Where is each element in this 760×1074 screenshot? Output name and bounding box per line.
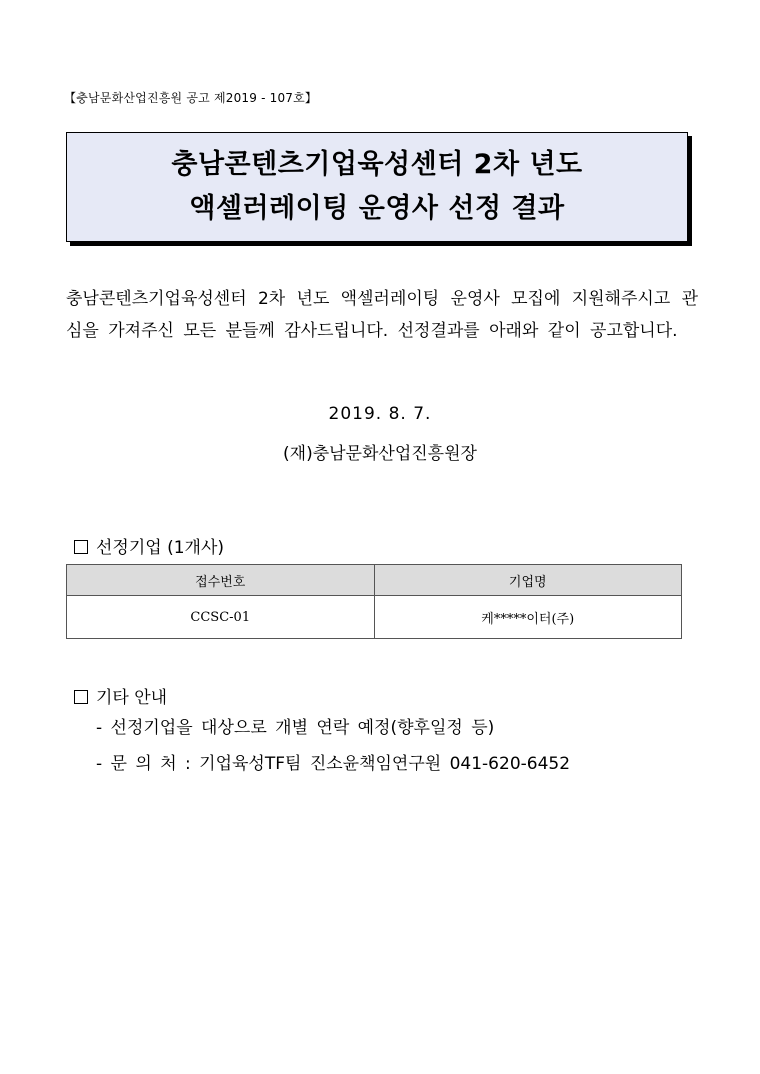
- column-header-receipt-number: 접수번호: [67, 565, 375, 596]
- title-line-2: 액셀러레이팅 운영사 선정 결과: [189, 193, 565, 224]
- checkbox-square-icon: [74, 540, 88, 554]
- etc-item-contact-plan: - 선정기업을 대상으로 개별 연락 예정(향후일정 등): [96, 718, 495, 738]
- notice-number: 【충남문화산업진흥원 공고 제2019 - 107호】: [64, 91, 318, 105]
- title-line-1: 충남콘텐츠기업육성센터 2차 년도: [171, 149, 583, 180]
- company-name-cell: 케*****이터(주): [374, 596, 682, 639]
- title-box: [66, 132, 688, 242]
- issuer-name: (재)충남문화산업진흥원장: [283, 444, 477, 464]
- intro-paragraph: 충남콘텐츠기업육성센터 2차 년도 액셀러레이팅 운영사 모집에 지원해주시고 관심을 가져주신 모든 분들께 감사드립니다. 선정결과를 아래와 같이 공고합니다.: [66, 289, 698, 341]
- checkbox-square-icon: [74, 690, 88, 704]
- table-header-row: [67, 565, 682, 596]
- selection-section-heading: [74, 533, 224, 558]
- receipt-number-cell: CCSC-01: [67, 596, 375, 639]
- etc-heading-text: 기타 안내: [96, 688, 168, 708]
- etc-item-inquiry: - 문 의 처 : 기업육성TF팀 진소윤책임연구원 041-620-6452: [96, 754, 571, 774]
- selection-heading-text: 선정기업 (1개사): [96, 538, 225, 558]
- etc-section-heading: [74, 683, 167, 708]
- table-row: [67, 596, 682, 639]
- selection-result-table: [66, 564, 682, 639]
- column-header-company-name: 기업명: [374, 565, 682, 596]
- announcement-date: 2019. 8. 7.: [328, 404, 432, 424]
